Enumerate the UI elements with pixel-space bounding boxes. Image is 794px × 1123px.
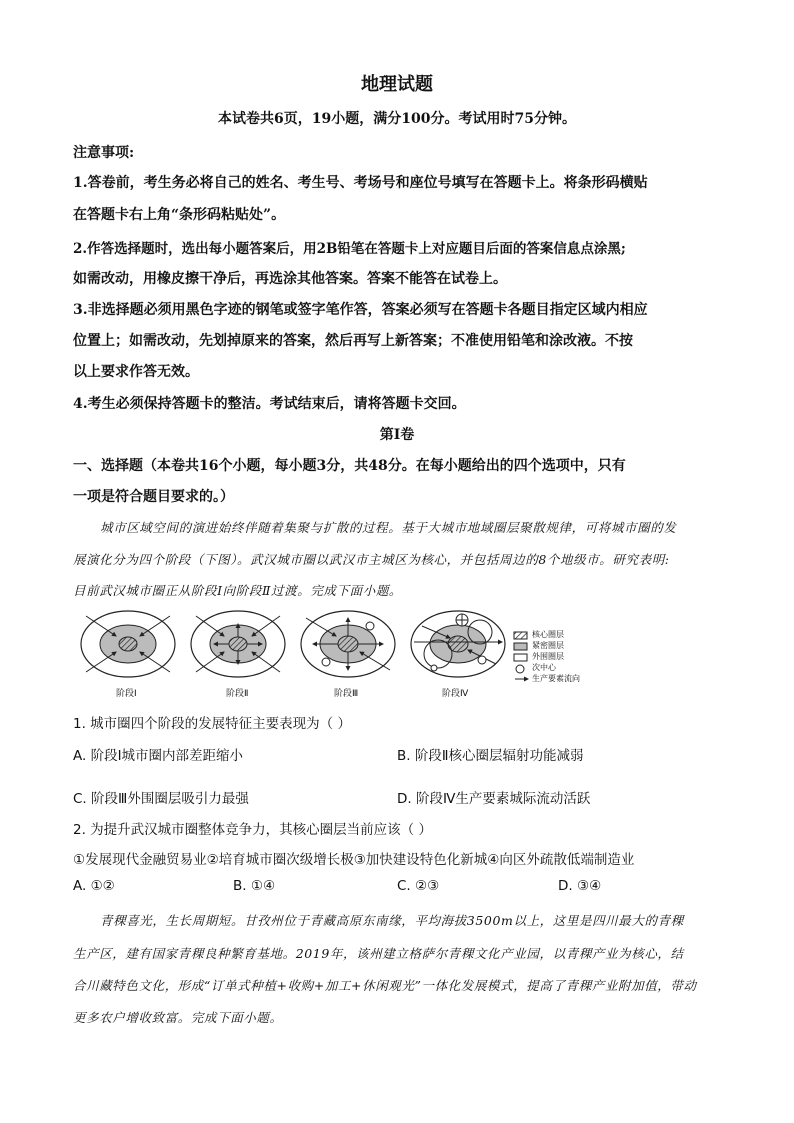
passage-line: 城市区域空间的演进始终伴随着集聚与扩散的过程。基于大城市地域圈层聚散规律，可将城市圈的发 — [100, 520, 677, 535]
stage-2-diagram — [191, 611, 285, 677]
question-1-stem: 1. 城市圈四个阶段的发展特征主要表现为（ ） — [73, 716, 351, 732]
page-title: 地理试题 — [361, 74, 433, 95]
passage-line: 展演化分为四个阶段（下图）。武汉城市圈以武汉市主城区为核心，并包括周边的8个地级市。研究表明: — [73, 552, 670, 567]
stage-label: 阶段Ⅰ — [116, 689, 137, 699]
notice-heading: 注意事项: — [73, 145, 135, 161]
exam-info: 本试卷共6页，19小题，满分100分。考试用时75分钟。 — [218, 111, 576, 127]
question-1-option-c[interactable]: C. 阶段Ⅲ外围圈层吸引力最强 — [73, 791, 249, 807]
stage-1-diagram — [81, 611, 175, 677]
legend-label: 紧密圈层 — [532, 641, 564, 650]
notice-line: 3.非选择题必须用黑色字迹的钢笔或签字笔作答，答案必须写在答题卡各题目指定区域内相应 — [73, 302, 648, 318]
stage-label: 阶段Ⅲ — [334, 689, 359, 699]
figure-legend — [514, 632, 528, 679]
passage-line: 合川藏特色文化，形成“订单式种植+收购+加工+休闲观光”一体化发展模式，提高了青稞产业附加值，带动 — [73, 978, 697, 993]
question-2-items: ①发展现代金融贸易业②培育城市圈次级增长极③加快建设特色化新城④向区外疏散低端制造业 — [73, 852, 635, 868]
notice-line: 1.答卷前，考生务必将自己的姓名、考生号、考场号和座位号填写在答题卡上。将条形码横贴 — [73, 175, 648, 191]
notice-line: 在答题卡右上角“条形码粘贴处”。 — [73, 207, 286, 223]
legend-label: 外围圈层 — [532, 652, 564, 661]
part-heading: 一项是符合题目要求的。） — [73, 489, 234, 505]
notice-line: 以上要求作答无效。 — [73, 364, 199, 380]
passage-line: 生产区，建有国家青稞良种繁育基地。2019年，该州建立格萨尔青稞文化产业园，以青稞产业为核心，结 — [73, 946, 684, 961]
legend-label: 核心圈层 — [532, 630, 564, 639]
stage-3-diagram — [301, 611, 395, 677]
stage-4-diagram — [411, 611, 505, 677]
question-2-stem: 2. 为提升武汉城市圈整体竞争力，其核心圈层当前应该（ ） — [73, 822, 432, 838]
notice-line: 2.作答选择题时，选出每小题答案后，用2B铅笔在答题卡上对应题目后面的答案信息点涂黑; — [73, 241, 626, 257]
question-1-option-a[interactable]: A. 阶段Ⅰ城市圈内部差距缩小 — [73, 748, 244, 764]
question-1-option-d[interactable]: D. 阶段Ⅳ生产要素城际流动活跃 — [397, 791, 591, 807]
question-2-option-a[interactable]: A. ①② — [73, 878, 115, 894]
legend-label: 生产要素流向 — [532, 674, 580, 683]
question-2-option-c[interactable]: C. ②③ — [397, 878, 440, 894]
notice-line: 4.考生必须保持答题卡的整洁。考试结束后，请将答题卡交回。 — [73, 396, 466, 412]
passage-line: 青稞喜光，生长周期短。甘孜州位于青藏高原东南缘，平均海拔3500m以上，这里是四川最大的青稞 — [100, 913, 684, 928]
notice-line: 如需改动，用橡皮擦干净后，再选涂其他答案。答案不能答在试卷上。 — [73, 271, 507, 287]
question-1-option-b[interactable]: B. 阶段Ⅱ核心圈层辐射功能减弱 — [397, 748, 584, 764]
section-title: 第I卷 — [379, 427, 415, 443]
legend-label: 次中心 — [532, 663, 556, 672]
passage-line: 更多农户增收致富。完成下面小题。 — [73, 1010, 283, 1025]
part-heading: 一、选择题（本卷共16个小题，每小题3分，共48分。在每小题给出的四个选项中，只有 — [73, 458, 626, 474]
notice-line: 位置上；如需改动，先划掉原来的答案，然后再写上新答案；不准使用铅笔和涂改液。不按 — [73, 333, 633, 349]
stage-label: 阶段Ⅳ — [442, 689, 469, 699]
stage-label: 阶段Ⅱ — [226, 689, 249, 699]
question-2-option-b[interactable]: B. ①④ — [233, 878, 276, 894]
passage-line: 目前武汉城市圈正从阶段Ⅰ向阶段Ⅱ过渡。完成下面小题。 — [73, 583, 403, 598]
question-2-option-d[interactable]: D. ③④ — [558, 878, 602, 894]
